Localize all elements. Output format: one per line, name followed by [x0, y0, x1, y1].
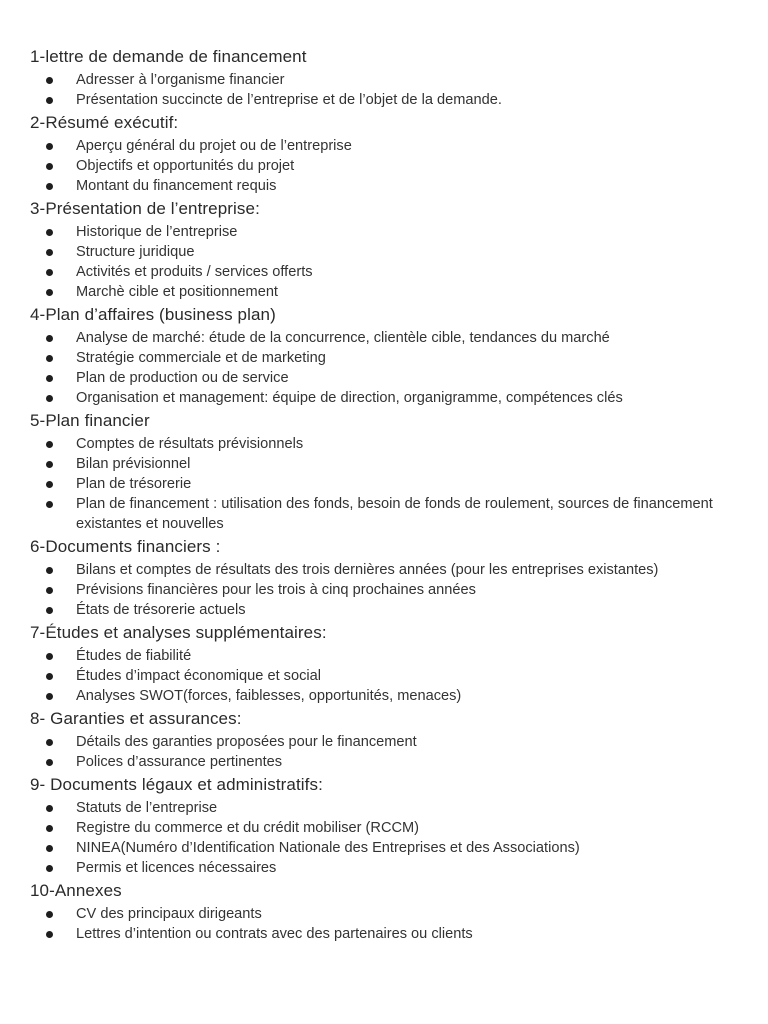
bullet-icon	[46, 501, 53, 508]
section-title: 1-lettre de demande de financement	[30, 47, 307, 66]
list-item	[30, 282, 740, 302]
bullet-icon	[46, 395, 53, 402]
section-title: 2-Résumé exécutif:	[30, 113, 179, 132]
bullet-list	[30, 434, 740, 534]
bullet-icon	[46, 673, 53, 680]
item-text: Statuts de l’entreprise	[76, 800, 218, 816]
section-7	[30, 622, 740, 706]
section-3	[30, 198, 740, 302]
bullet-icon	[46, 163, 53, 170]
item-text: Plan de production ou de service	[76, 370, 289, 386]
item-text: Historique de l’entreprise	[76, 224, 238, 240]
item-text: Détails des garanties proposées pour le financement	[76, 734, 417, 750]
list-item	[30, 176, 740, 196]
item-text: NINEA(Numéro d’Identification Nationale des Entreprises et des Associations)	[76, 840, 580, 856]
bullet-icon	[46, 931, 53, 938]
item-text: Bilan prévisionnel	[76, 456, 191, 472]
section-title: 6-Documents financiers :	[30, 537, 221, 556]
bullet-icon	[46, 825, 53, 832]
list-item	[30, 70, 740, 90]
bullet-icon	[46, 607, 53, 614]
list-item	[30, 924, 740, 944]
bullet-icon	[46, 805, 53, 812]
bullet-icon	[46, 481, 53, 488]
item-text: Stratégie commerciale et de marketing	[76, 350, 326, 366]
bullet-icon	[46, 739, 53, 746]
item-text: Lettres d’intention ou contrats avec des partenaires ou clients	[76, 926, 473, 942]
list-item	[30, 904, 740, 924]
section-4	[30, 304, 740, 408]
item-text: Études de fiabilité	[76, 648, 192, 664]
section-2	[30, 112, 740, 196]
list-item	[30, 474, 740, 494]
bullet-icon	[46, 97, 53, 104]
section-5	[30, 410, 740, 534]
bullet-icon	[46, 375, 53, 382]
bullet-icon	[46, 441, 53, 448]
bullet-list	[30, 560, 740, 620]
list-item	[30, 348, 740, 368]
list-item	[30, 388, 740, 408]
bullet-list	[30, 646, 740, 706]
bullet-icon	[46, 911, 53, 918]
item-text: Organisation et management: équipe de direction, organigramme, compétences clés	[76, 390, 623, 406]
item-text: Analyses SWOT(forces, faiblesses, opportunités, menaces)	[76, 688, 462, 704]
item-text: Comptes de résultats prévisionnels	[76, 436, 304, 452]
section-title: 10-Annexes	[30, 881, 122, 900]
list-item	[30, 560, 740, 580]
item-text: Structure juridique	[76, 244, 195, 260]
bullet-icon	[46, 229, 53, 236]
item-text: Bilans et comptes de résultats des trois dernières années (pour les entreprises existantes)	[76, 562, 659, 578]
bullet-list	[30, 222, 740, 302]
list-item	[30, 434, 740, 454]
item-text: Activités et produits / services offerts	[76, 264, 313, 280]
item-text: Permis et licences nécessaires	[76, 860, 277, 876]
item-text: Aperçu général du projet ou de l’entreprise	[76, 138, 352, 154]
bullet-icon	[46, 289, 53, 296]
bullet-icon	[46, 759, 53, 766]
list-item	[30, 222, 740, 242]
item-text: Adresser à l’organisme financier	[76, 72, 285, 88]
list-item	[30, 454, 740, 474]
bullet-icon	[46, 587, 53, 594]
list-item	[30, 136, 740, 156]
item-text: CV des principaux dirigeants	[76, 906, 262, 922]
list-item	[30, 90, 740, 110]
list-item	[30, 838, 740, 858]
bullet-icon	[46, 461, 53, 468]
section-10	[30, 880, 740, 944]
list-item	[30, 798, 740, 818]
list-item	[30, 600, 740, 620]
list-item	[30, 494, 740, 534]
bullet-list	[30, 904, 740, 944]
bullet-icon	[46, 693, 53, 700]
list-item	[30, 646, 740, 666]
bullet-list	[30, 328, 740, 408]
bullet-list	[30, 70, 740, 110]
list-item	[30, 580, 740, 600]
list-item	[30, 368, 740, 388]
bullet-icon	[46, 865, 53, 872]
item-text: Objectifs et opportunités du projet	[76, 158, 295, 174]
list-item	[30, 858, 740, 878]
bullet-icon	[46, 269, 53, 276]
section-9	[30, 774, 740, 878]
bullet-list	[30, 732, 740, 772]
list-item	[30, 666, 740, 686]
item-text: Plan de financement : utilisation des fonds, besoin de fonds de roulement, sources de financement existantes et nouvelles	[76, 496, 713, 532]
section-6	[30, 536, 740, 620]
item-text: Présentation succincte de l’entreprise et de l’objet de la demande.	[76, 92, 502, 108]
list-item	[30, 328, 740, 348]
item-text: Montant du financement requis	[76, 178, 277, 194]
bullet-icon	[46, 249, 53, 256]
bullet-icon	[46, 653, 53, 660]
bullet-icon	[46, 845, 53, 852]
bullet-icon	[46, 77, 53, 84]
item-text: Études d’impact économique et social	[76, 668, 321, 684]
list-item	[30, 818, 740, 838]
item-text: États de trésorerie actuels	[76, 602, 246, 618]
list-item	[30, 156, 740, 176]
list-item	[30, 242, 740, 262]
bullet-icon	[46, 567, 53, 574]
item-text: Analyse de marché: étude de la concurrence, clientèle cible, tendances du marché	[76, 330, 610, 346]
list-item	[30, 262, 740, 282]
bullet-icon	[46, 143, 53, 150]
section-8	[30, 708, 740, 772]
bullet-icon	[46, 355, 53, 362]
section-title: 7-Études et analyses supplémentaires:	[30, 623, 327, 642]
bullet-list	[30, 798, 740, 878]
section-title: 5-Plan financier	[30, 411, 150, 430]
bullet-icon	[46, 335, 53, 342]
section-title: 3-Présentation de l’entreprise:	[30, 199, 260, 218]
bullet-icon	[46, 183, 53, 190]
list-item	[30, 732, 740, 752]
item-text: Marchè cible et positionnement	[76, 284, 278, 300]
section-title: 4-Plan d’affaires (business plan)	[30, 305, 276, 324]
list-item	[30, 752, 740, 772]
section-title: 9- Documents légaux et administratifs:	[30, 775, 323, 794]
list-item	[30, 686, 740, 706]
item-text: Plan de trésorerie	[76, 476, 192, 492]
item-text: Prévisions financières pour les trois à cinq prochaines années	[76, 582, 476, 598]
section-title: 8- Garanties et assurances:	[30, 709, 242, 728]
section-1	[30, 46, 740, 110]
item-text: Polices d’assurance pertinentes	[76, 754, 283, 770]
item-text: Registre du commerce et du crédit mobiliser (RCCM)	[76, 820, 420, 836]
bullet-list	[30, 136, 740, 196]
